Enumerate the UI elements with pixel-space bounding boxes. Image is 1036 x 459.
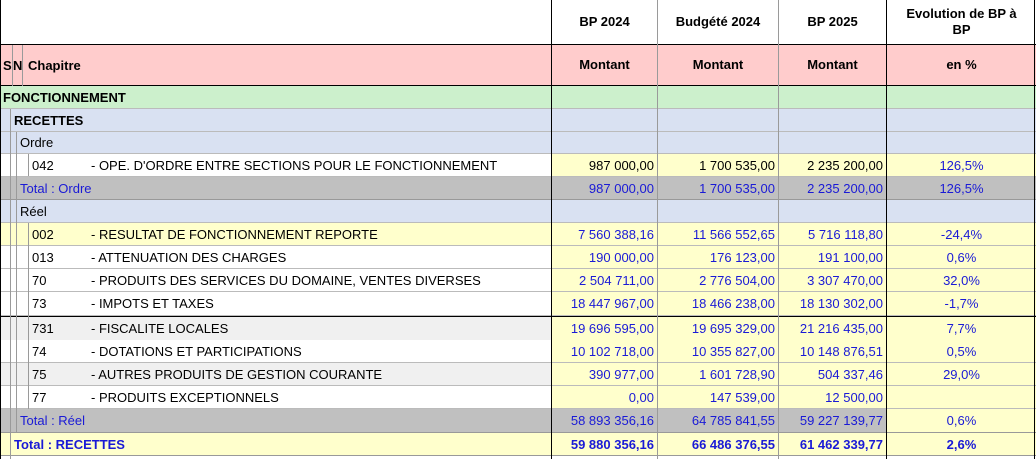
col-subheader-montant-1: Montant (579, 57, 630, 72)
value-evolution[interactable]: 0,5% (887, 340, 1036, 362)
col-header-budgete2024[interactable]: Budgété 2024 (675, 14, 761, 29)
section-label: FONCTIONNEMENT (3, 89, 126, 105)
grid-line (0, 0, 1, 459)
chapter-label: - ATTENUATION DES CHARGES (91, 249, 287, 265)
value-bp2025[interactable]: 12 500,00 (779, 386, 886, 408)
value-bp2025[interactable]: 3 307 470,00 (779, 269, 886, 291)
section-row-fonctionnement[interactable] (0, 86, 1036, 109)
col-subheader-montant-3: Montant (807, 57, 858, 72)
col-subheader-en-pct: en % (946, 57, 977, 72)
table-row[interactable] (0, 340, 1036, 363)
grid-line (551, 0, 552, 459)
value-evolution[interactable]: 7,7% (887, 317, 1036, 340)
value-bp2024[interactable]: 2 504 711,00 (552, 269, 657, 291)
col-subheader-montant-2: Montant (692, 57, 744, 72)
table-row[interactable] (0, 316, 1036, 341)
value-evolution[interactable]: 126,5% (939, 180, 984, 196)
value-bp2025[interactable]: 2 235 200,00 (779, 154, 886, 176)
subsection-row-recettes[interactable] (0, 109, 1036, 132)
value-evolution[interactable]: 126,5% (887, 154, 1036, 176)
value-budgete2024[interactable]: 1 700 535,00 (699, 180, 775, 196)
chapter-label: - PRODUITS DES SERVICES DU DOMAINE, VENTES DIVERSES (91, 272, 481, 288)
chapter-code: 013 (32, 249, 54, 265)
grid-line (28, 154, 29, 176)
value-evolution[interactable]: -24,4% (940, 226, 983, 242)
total-label: Total : Réel (20, 413, 86, 428)
table-row[interactable] (0, 269, 1036, 292)
value-bp2025[interactable]: 504 337,46 (779, 363, 886, 385)
chapter-label: - OPE. D'ORDRE ENTRE SECTIONS POUR LE FONCTIONNEMENT (91, 157, 498, 173)
value-budgete2024[interactable]: 10 355 827,00 (658, 340, 778, 362)
grid-line (10, 109, 11, 459)
value-bp2024[interactable]: 7 560 388,16 (578, 226, 654, 242)
value-bp2024[interactable]: 190 000,00 (552, 246, 657, 268)
table-row[interactable] (0, 223, 1036, 246)
group-label: Ordre (20, 135, 54, 150)
col-header-bp2025[interactable]: BP 2025 (807, 14, 858, 29)
value-bp2025[interactable]: 18 130 302,00 (779, 292, 886, 315)
col-header-evolution[interactable]: Evolution de BP à BP (906, 6, 1017, 37)
total-row-ordre[interactable] (0, 177, 1036, 200)
chapter-code: 042 (32, 157, 54, 173)
grid-line (16, 132, 17, 432)
value-bp2024[interactable]: 10 102 718,00 (552, 340, 657, 362)
value-evolution[interactable]: 0,6% (887, 409, 1036, 432)
value-bp2024[interactable]: 19 696 595,00 (552, 317, 657, 340)
value-bp2024[interactable]: 59 880 356,16 (570, 436, 654, 452)
header-row-bottom (0, 45, 1036, 86)
value-budgete2024[interactable]: 2 776 504,00 (658, 269, 778, 291)
grid-line (657, 0, 658, 459)
value-bp2025[interactable]: 5 716 118,80 (808, 226, 883, 242)
chapter-code: 002 (32, 226, 54, 242)
value-budgete2024[interactable]: 19 695 329,00 (658, 317, 778, 340)
grid-line (886, 0, 887, 459)
group-row-reel[interactable] (0, 200, 1036, 223)
value-bp2024[interactable]: 390 977,00 (552, 363, 657, 385)
value-bp2025[interactable]: 61 462 339,77 (799, 436, 883, 452)
value-bp2025[interactable]: 191 100,00 (779, 246, 886, 268)
value-evolution[interactable] (887, 386, 1036, 408)
chapter-label: - IMPOTS ET TAXES (91, 296, 214, 311)
grid-line (22, 45, 23, 86)
value-bp2024[interactable]: 18 447 967,00 (552, 292, 657, 315)
value-bp2025[interactable]: 59 227 139,77 (799, 413, 883, 428)
table-row[interactable] (0, 154, 1036, 177)
table-row[interactable] (0, 363, 1036, 386)
value-budgete2024[interactable]: 18 466 238,00 (658, 292, 778, 315)
col-header-bp2024[interactable]: BP 2024 (579, 14, 630, 29)
chapter-code: 75 (32, 366, 47, 382)
value-bp2024[interactable]: 987 000,00 (588, 180, 654, 196)
table-row[interactable] (0, 386, 1036, 409)
value-bp2025[interactable]: 2 235 200,00 (807, 180, 883, 196)
total-row-reel[interactable] (0, 409, 1036, 433)
value-budgete2024[interactable]: 11 566 552,65 (692, 226, 775, 242)
value-budgete2024[interactable]: 1 700 535,00 (658, 154, 778, 176)
chapter-code: 731 (32, 321, 54, 336)
chapter-code: 77 (32, 389, 47, 405)
chapter-code: 70 (32, 272, 47, 288)
grid-line (28, 223, 29, 409)
group-label: Réel (20, 203, 47, 219)
value-budgete2024[interactable]: 1 601 728,90 (658, 363, 778, 385)
value-evolution[interactable]: 0,6% (887, 246, 1036, 268)
table-row[interactable] (0, 246, 1036, 269)
chapter-label: - AUTRES PRODUITS DE GESTION COURANTE (91, 366, 383, 382)
chapter-code: 74 (32, 343, 47, 359)
chapter-code: 73 (32, 296, 47, 311)
header-row-top (0, 0, 1036, 45)
col-header-chapitre[interactable]: Chapitre (28, 57, 81, 73)
grid-line (778, 0, 779, 459)
value-evolution[interactable]: 29,0% (887, 363, 1036, 385)
value-evolution[interactable]: 2,6% (946, 436, 977, 452)
total-label: Total : RECETTES (14, 436, 125, 452)
grid-line (12, 45, 13, 86)
value-bp2024[interactable]: 987 000,00 (552, 154, 657, 176)
chapter-label: - DOTATIONS ET PARTICIPATIONS (91, 343, 302, 359)
value-budgete2024[interactable]: 64 785 841,55 (691, 413, 775, 428)
grid-line (1034, 0, 1035, 459)
value-budgete2024[interactable]: 147 539,00 (658, 386, 778, 408)
total-label: Total : Ordre (20, 180, 92, 196)
value-budgete2024[interactable]: 176 123,00 (658, 246, 778, 268)
chapter-label: - FISCALITE LOCALES (91, 321, 229, 336)
chapter-label: - RESULTAT DE FONCTIONNEMENT REPORTE (91, 226, 378, 242)
col-header-n[interactable]: N (13, 57, 23, 73)
value-evolution[interactable]: 32,0% (887, 269, 1036, 291)
chapter-label: - PRODUITS EXCEPTIONNELS (91, 389, 279, 405)
value-bp2024[interactable]: 0,00 (552, 386, 657, 408)
value-bp2025[interactable]: 21 216 435,00 (779, 317, 886, 340)
col-header-s[interactable]: S (3, 57, 12, 73)
value-bp2025[interactable]: 10 148 876,51 (779, 340, 886, 362)
value-budgete2024[interactable]: 66 486 376,55 (691, 436, 775, 452)
value-bp2024[interactable]: 58 893 356,16 (570, 413, 654, 428)
value-evolution[interactable]: -1,7% (887, 292, 1036, 315)
group-row-ordre[interactable] (0, 132, 1036, 154)
table-row[interactable] (0, 292, 1036, 316)
total-row-recettes[interactable] (0, 433, 1036, 456)
subsection-label: RECETTES (14, 112, 84, 128)
